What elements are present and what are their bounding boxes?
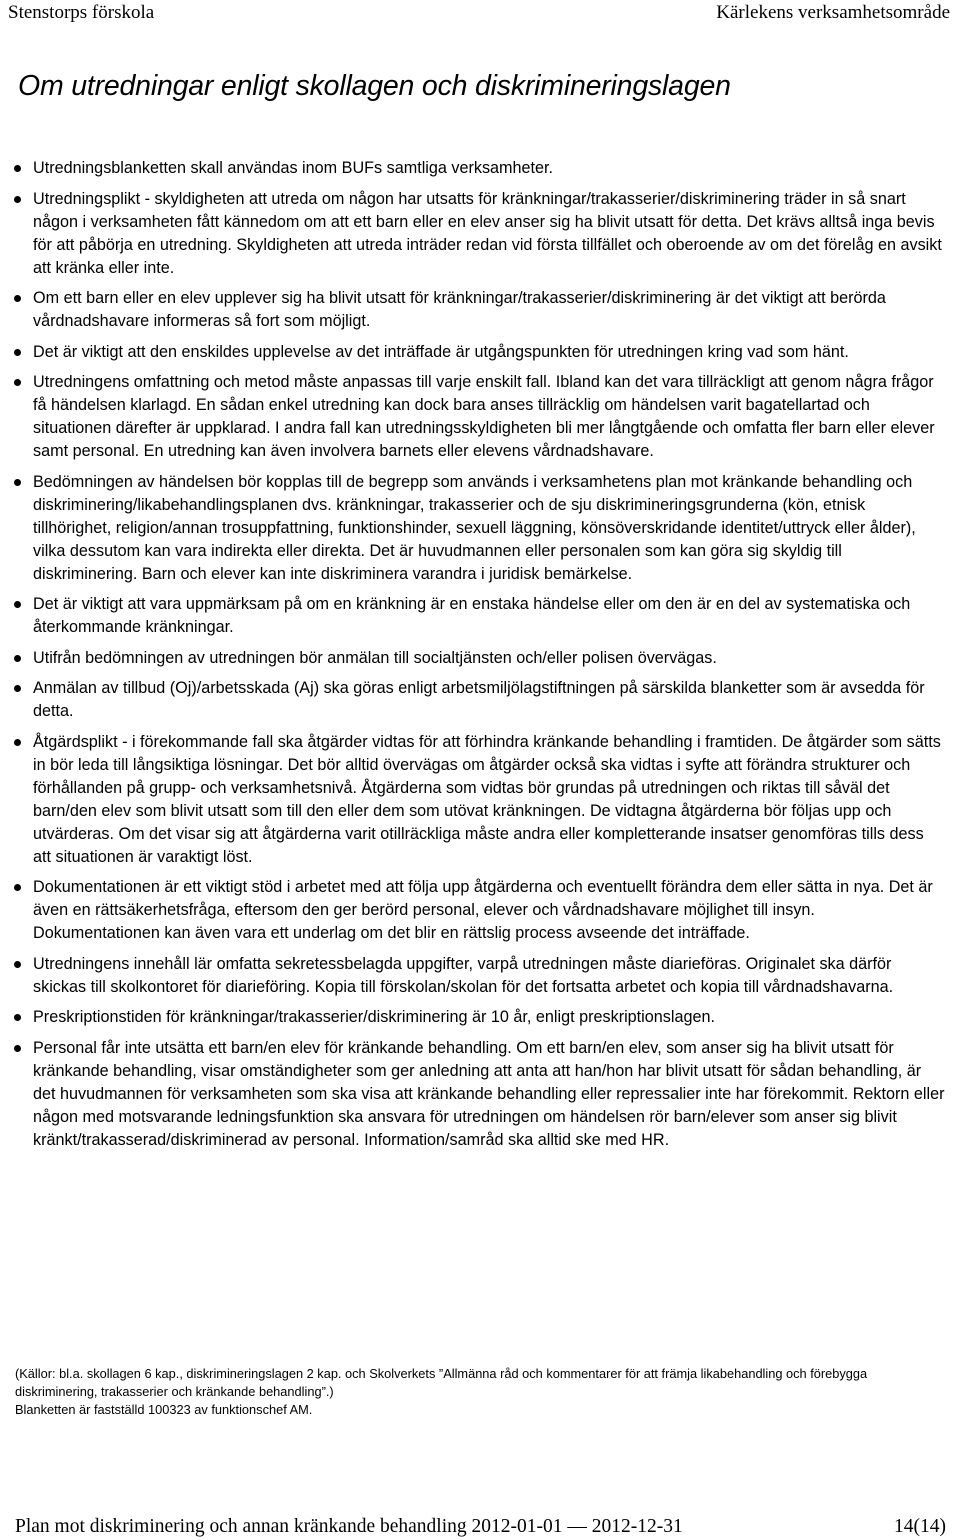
bullet-icon <box>14 685 21 692</box>
page-number: 14(14) <box>894 1516 946 1537</box>
list-item <box>0 731 960 869</box>
sources-text: (Källor: bl.a. skollagen 6 kap., diskrimineringslagen 2 kap. och Skolverkets ”Allmänna råd och kommentarer för att främja likabehandling och förebygga diskriminering, trakasserier och kränkande behandling”.) <box>15 1366 868 1399</box>
list-item <box>0 876 960 945</box>
list-item-text: Dokumentationen är ett viktigt stöd i arbetet med att följa upp åtgärderna och eventuellt förändra dem eller sätta in nya. Det är även en rättsäkerhetsfråga, eftersom den ger berörd personal, elever och vårdnadshavare möjlighet till insyn. Dokumentationen kan även vara ett underlag om det blir en rättslig process avseende det inträffade. <box>33 878 933 942</box>
list-item <box>0 371 960 463</box>
list-item <box>0 471 960 586</box>
list-item-text: Personal får inte utsätta ett barn/en elev för kränkande behandling. Om ett barn/en elev, som anser sig ha blivit utsatt för kränkande behandling, visar omständigheter som ger anledning att anta att han/hon har blivit utsatt för sådan behandling, är det huvudmannen för verksamheten som ska visa att kränkande behandling eller repressalier inte har förekommit. Rektorn eller någon med motsvarande ledningsfunktion ska ansvara för utredningen om händelsen rör barn/elever som anser sig blivit kränkt/trakasserad/diskriminerad av personal. Information/samråd ska alltid ske med HR. <box>33 1038 945 1149</box>
bullet-icon <box>14 196 21 203</box>
list-item <box>0 677 960 723</box>
approval-note: Blanketten är fastställd 100323 av funktionschef AM. <box>15 1402 313 1417</box>
list-item-text: Bedömningen av händelsen bör kopplas till de begrepp som används i verksamhetens plan mot kränkande behandling och diskriminering/likabehandlingsplanen dvs. kränkningar, trakasserier och de sju diskrimineringsgrunderna (kön, etnisk tillhörighet, religion/annan trosuppfattning, funktionshinder, sexuell läggning, könsöverskridande identitet/uttryck eller ålder), vilka dessutom kan vara indirekta eller direkta. Det är huvudmannen eller personalen som kan göra sig skyldig till diskriminering. Barn och elever kan inte diskriminera varandra i juridisk bemärkelse. <box>33 472 916 583</box>
list-item <box>0 341 960 364</box>
bullet-icon <box>14 739 21 746</box>
list-item-text: Åtgärdsplikt - i förekommande fall ska åtgärder vidtas för att förhindra kränkande behandling i framtiden. De åtgärder som sätts in bör leda till långsiktiga lösningar. Det bör alltid övervägas om åtgärder också ska vidtas i syfte att förändra strukturer och förhållanden på grupp- och verksamhetsnivå. Åtgärderna som vidtas bör grundas på utredningen och riktas till såväl det barn/den elev som blivit utsatt som till den eller dem som utövat kränkningen. De vidtagna åtgärderna bör följas upp och utvärderas. Om det visar sig att åtgärderna varit otillräckliga måste andra eller kompletterande insatser genomföras tills dess att situationen är varaktigt löst. <box>33 732 941 866</box>
list-item-text: Utredningens omfattning och metod måste anpassas till varje enskilt fall. Ibland kan det vara tillräckligt att genom några frågor få händelsen klarlagd. En sådan enkel utredning kan dock bara anses tillräcklig om händelsen varit bagatellartad och situationen därefter är uppklarad. I andra fall kan utredningsskyldigheten bli mer långtgående och omfatta fler barn eller elever samt personal. En utredning kan även involvera barnets eller elevens vårdnadshavare. <box>33 373 935 460</box>
list-item-text: Utredningens innehåll lär omfatta sekretessbelagda uppgifter, varpå utredningen måste diarieföras. Originalet ska därför skickas till skolkontoret för diarieföring. Kopia till förskolan/skolan för det fortsatta arbetet och kopia till vårdnadshavarna. <box>33 954 894 996</box>
list-item-text: Det är viktigt att vara uppmärksam på om en kränkning är en enstaka händelse eller om den är en del av systematiska och återkommande kränkningar. <box>33 595 911 636</box>
list-item <box>0 593 960 639</box>
sources-note <box>15 1365 948 1419</box>
page-title: Om utredningar enligt skollagen och diskrimineringslagen <box>18 70 731 102</box>
bullet-icon <box>14 884 21 891</box>
list-item <box>0 1006 960 1029</box>
bullet-icon <box>14 601 21 608</box>
bullet-icon <box>14 165 21 172</box>
list-item <box>0 157 960 180</box>
list-item-text: Utifrån bedömningen av utredningen bör anmälan till socialtjänsten och/eller polisen övervägas. <box>33 648 717 667</box>
bullet-icon <box>14 295 21 302</box>
list-item <box>0 953 960 999</box>
header-left-text: Stenstorps förskola <box>8 2 155 23</box>
list-item-text: Utredningsblanketten skall användas inom BUFs samtliga verksamheter. <box>33 159 554 177</box>
list-item <box>0 287 960 333</box>
bullet-icon <box>14 479 21 486</box>
bullet-icon <box>14 1045 21 1052</box>
bullet-icon <box>14 349 21 356</box>
list-item-text: Utredningsplikt - skyldigheten att utreda om någon har utsatts för kränkningar/trakasserier/diskriminering träder in så snart någon i verksamheten fått kännedom om att ett barn eller en elev anser sig ha blivit utsatt för detta. Det krävs alltså inga bevis för att påbörja en utredning. Skyldigheten att utreda inträder redan vid första tillfället och oberoende av om det förelåg en avsikt att kränka eller inte. <box>33 189 942 277</box>
list-item <box>0 188 960 280</box>
list-item-text: Om ett barn eller en elev upplever sig ha blivit utsatt för kränkningar/trakasserier/diskriminering är det viktigt att berörda vårdnadshavare informeras så fort som möjligt. <box>33 289 886 330</box>
list-item-text: Anmälan av tillbud (Oj)/arbetsskada (Aj) ska göras enligt arbetsmiljölagstiftningen på särskilda blanketter som är avsedda för detta. <box>33 679 925 720</box>
page-footer <box>15 1516 946 1538</box>
bullet-icon <box>14 379 21 386</box>
page-header <box>8 2 950 30</box>
footer-plan-title: Plan mot diskriminering och annan kränkande behandling 2012-01-01 — 2012-12-31 <box>15 1516 683 1537</box>
bullet-list <box>0 157 960 1159</box>
list-item <box>0 1037 960 1152</box>
bullet-icon <box>14 655 21 662</box>
list-item-text: Det är viktigt att den enskildes upplevelse av det inträffade är utgångspunkten för utredningen kring vad som hänt. <box>33 342 849 361</box>
bullet-icon <box>14 961 21 968</box>
list-item <box>0 647 960 670</box>
bullet-icon <box>14 1014 21 1021</box>
header-right-text: Kärlekens verksamhetsområde <box>716 2 950 23</box>
list-item-text: Preskriptionstiden för kränkningar/trakasserier/diskriminering är 10 år, enligt preskriptionslagen. <box>33 1008 715 1026</box>
